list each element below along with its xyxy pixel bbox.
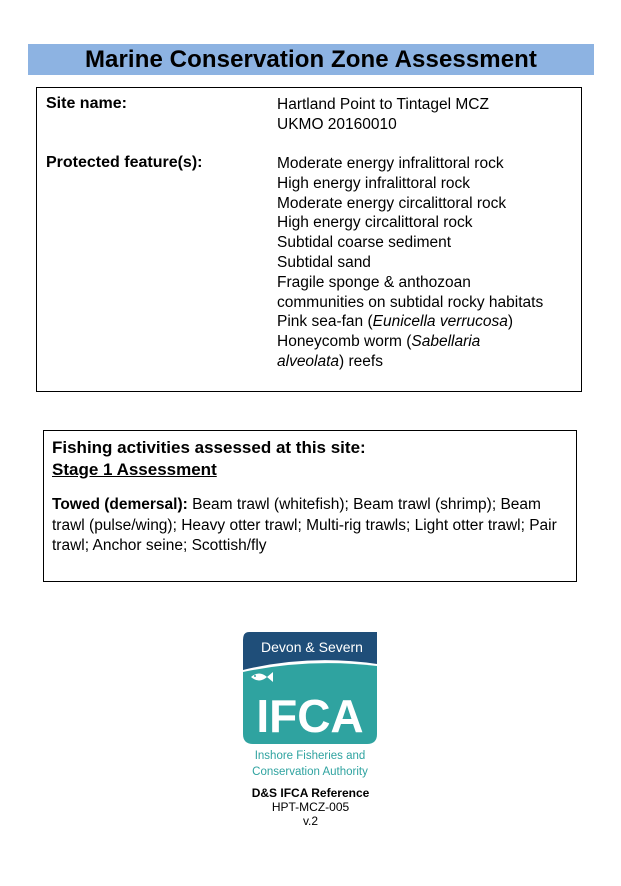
species-name: Sabellaria bbox=[411, 333, 481, 351]
feature-text: Pink sea-fan ( bbox=[277, 313, 373, 331]
feature-item: High energy infralittoral rock bbox=[277, 174, 470, 192]
features-list bbox=[277, 154, 543, 372]
species-name: Eunicella verrucosa bbox=[372, 313, 508, 331]
feature-text: ) reefs bbox=[339, 352, 383, 370]
feature-text: ) bbox=[507, 313, 514, 331]
site-name-value bbox=[277, 95, 489, 135]
towed-label: Towed (demersal): bbox=[52, 496, 188, 513]
stage-heading: Stage 1 Assessment bbox=[52, 460, 217, 479]
feature-item: Subtidal sand bbox=[277, 253, 371, 271]
reference-code: HPT-MCZ-005 bbox=[271, 800, 350, 814]
feature-item: Subtidal coarse sediment bbox=[277, 234, 452, 252]
title-bar bbox=[28, 44, 594, 75]
feature-item: Moderate energy circalittoral rock bbox=[277, 194, 507, 212]
site-name-label: Site name: bbox=[46, 95, 127, 112]
logo-subtitle-line2: Conservation Authority bbox=[252, 766, 368, 778]
reference-version: v.2 bbox=[302, 814, 319, 828]
features-value bbox=[277, 154, 543, 372]
fishing-heading-block bbox=[52, 437, 366, 481]
page-title: Marine Conservation Zone Assessment bbox=[84, 45, 538, 73]
site-name-row bbox=[46, 95, 127, 113]
feature-item-pink-sea-fan bbox=[277, 312, 543, 332]
logo-top-text: Devon & Severn bbox=[261, 639, 363, 655]
ifca-logo bbox=[241, 632, 379, 780]
features-row bbox=[46, 154, 202, 172]
feature-item: High energy circalittoral rock bbox=[277, 214, 473, 232]
towed-list: Beam trawl (whitefish); Beam trawl (shrimp); Beam trawl (pulse/wing); Heavy otter trawl; Multi-rig trawls; Light otter trawl; Pair trawl; Anchor seine; Scottish/fly bbox=[52, 496, 557, 554]
site-info-box bbox=[36, 87, 582, 392]
fishing-activities-box bbox=[43, 430, 577, 582]
feature-text: Honeycomb worm ( bbox=[277, 333, 412, 351]
features-label: Protected feature(s): bbox=[46, 154, 203, 171]
site-code-line: UKMO 20160010 bbox=[277, 116, 397, 133]
fishing-activities-text bbox=[52, 495, 562, 557]
feature-item-honeycomb-worm-cont bbox=[277, 352, 543, 372]
feature-item: Moderate energy infralittoral rock bbox=[277, 155, 504, 172]
fishing-heading: Fishing activities assessed at this site: bbox=[52, 438, 366, 457]
species-name: alveolata bbox=[277, 352, 340, 370]
site-name-line: Hartland Point to Tintagel MCZ bbox=[277, 96, 489, 113]
feature-item: Fragile sponge & anthozoan bbox=[277, 273, 471, 291]
feature-item-honeycomb-worm bbox=[277, 332, 543, 352]
logo-main-text: IFCA bbox=[256, 690, 364, 742]
logo-subtitle-line1: Inshore Fisheries and bbox=[254, 750, 366, 762]
reference-title: D&S IFCA Reference bbox=[251, 786, 370, 800]
feature-item: communities on subtidal rocky habitats bbox=[277, 293, 544, 311]
